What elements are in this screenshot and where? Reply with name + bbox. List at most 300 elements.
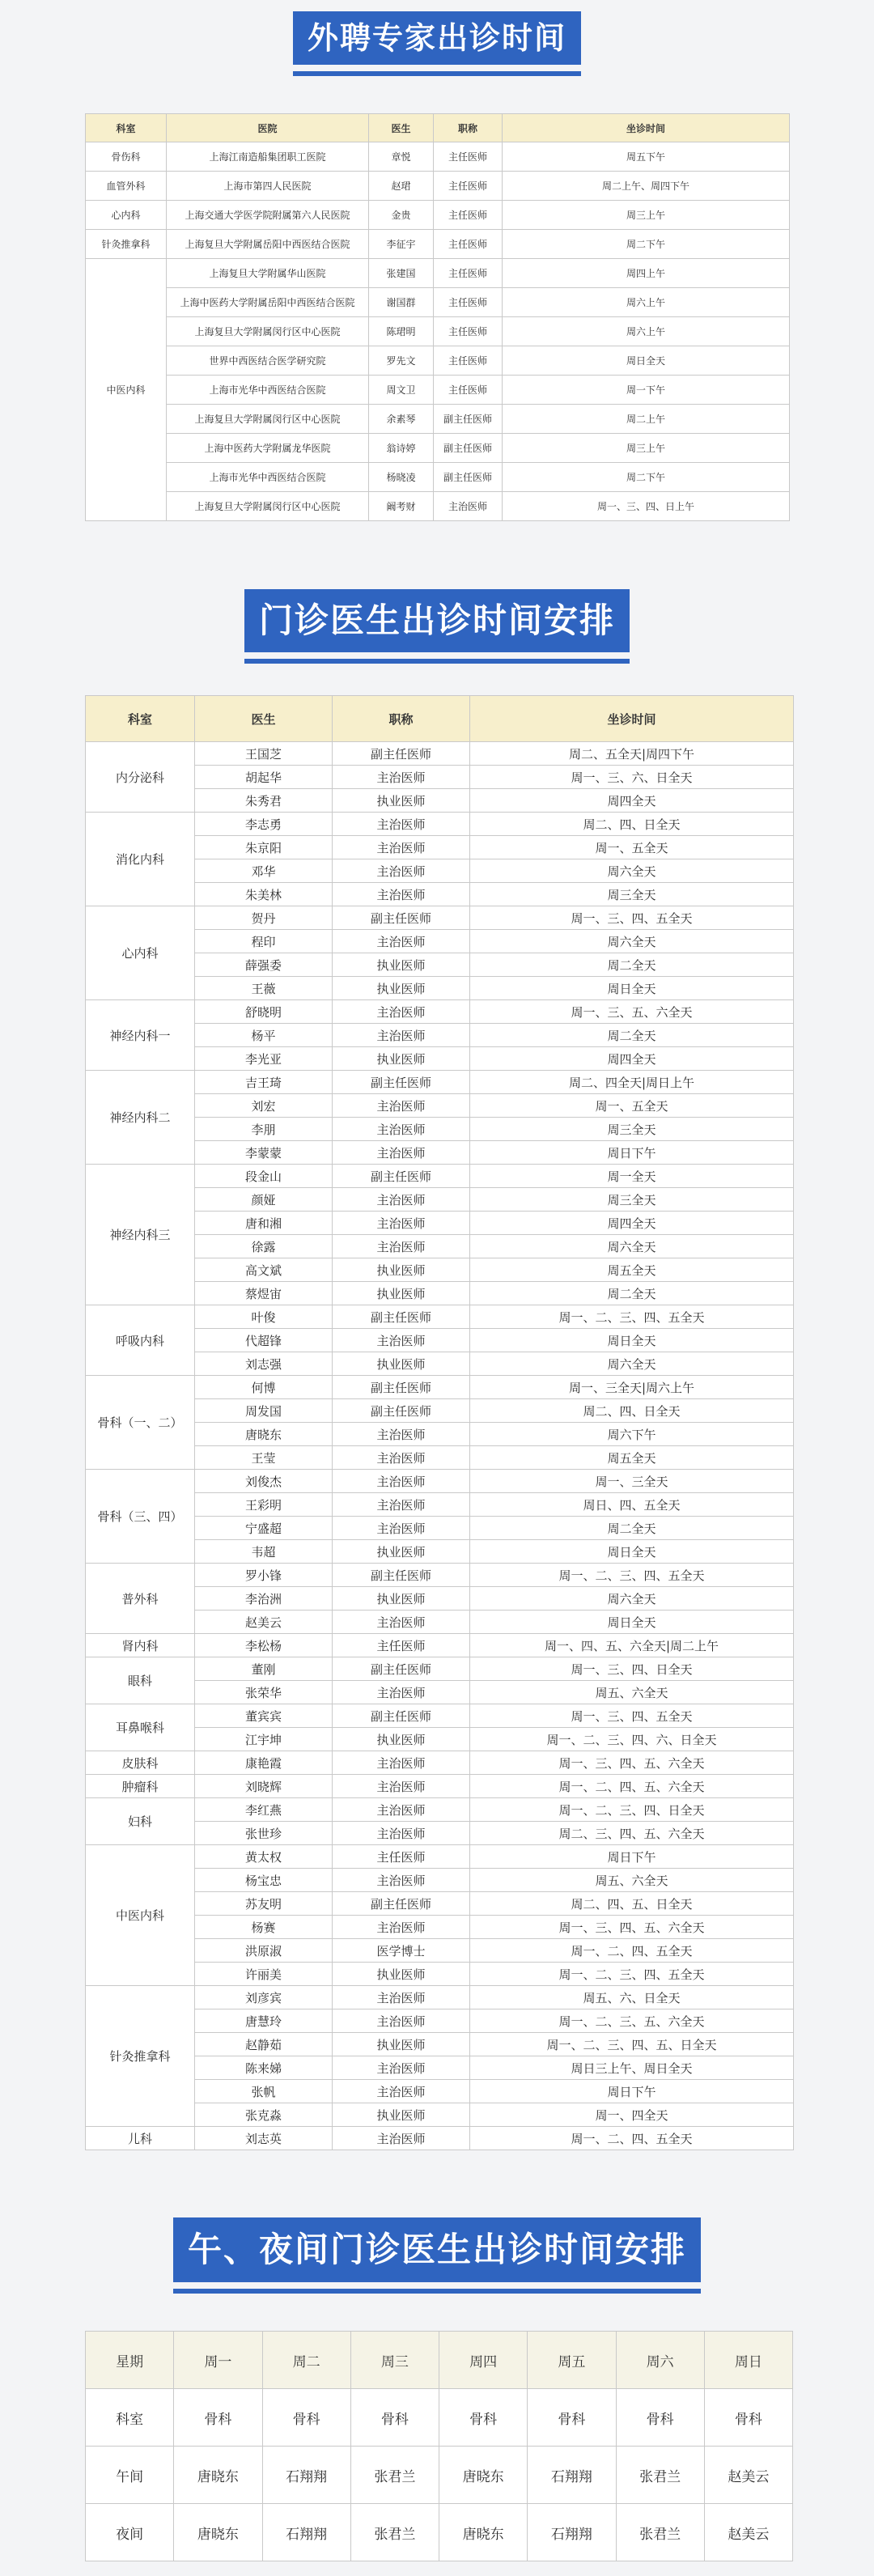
table-row xyxy=(86,1564,794,1587)
dept-cell: 普外科 xyxy=(86,1564,195,1634)
row-label-cell: 午间 xyxy=(86,2447,174,2504)
doctor-cell: 刘晓辉 xyxy=(195,1775,333,1798)
time-cell: 周一、二、三、四、五全天 xyxy=(470,1305,794,1329)
title-cell: 副主任医师 xyxy=(333,1704,470,1728)
doctor-cell: 朱美林 xyxy=(195,883,333,906)
dept-cell: 神经内科三 xyxy=(86,1165,195,1305)
title-cell: 主治医师 xyxy=(333,1916,470,1939)
time-cell: 周四全天 xyxy=(470,1047,794,1071)
title-cell: 副主任医师 xyxy=(333,1657,470,1681)
doctor-cell: 徐露 xyxy=(195,1235,333,1258)
time-cell: 周六上午 xyxy=(503,288,790,317)
title-cell: 主任医师 xyxy=(434,376,503,405)
title-cell: 主任医师 xyxy=(434,142,503,172)
section1-title-banner: 外聘专家出诊时间 xyxy=(293,11,581,65)
column-header: 坐诊时间 xyxy=(503,114,790,142)
title-cell: 主治医师 xyxy=(333,1470,470,1493)
column-header: 周四 xyxy=(439,2332,528,2389)
doctor-cell: 赵珺 xyxy=(369,172,434,201)
doctor-cell: 苏友明 xyxy=(195,1892,333,1916)
title-cell: 副主任医师 xyxy=(434,434,503,463)
title-cell: 主任医师 xyxy=(434,201,503,230)
schedule-cell: 唐晓东 xyxy=(174,2504,262,2561)
doctor-cell: 赵静茹 xyxy=(195,2033,333,2056)
time-cell: 周五、六全天 xyxy=(470,1869,794,1892)
table-row xyxy=(86,906,794,930)
dept-cell: 皮肤科 xyxy=(86,1751,195,1775)
title-cell: 主治医师 xyxy=(333,2127,470,2150)
table-row xyxy=(86,376,790,405)
table-row xyxy=(86,2389,793,2447)
schedule-cell: 骨科 xyxy=(350,2389,439,2447)
time-cell: 周一、三、四、日全天 xyxy=(470,1657,794,1681)
table-row xyxy=(86,1376,794,1399)
title-cell: 副主任医师 xyxy=(333,1071,470,1094)
column-header: 医生 xyxy=(195,696,333,742)
doctor-cell: 周文卫 xyxy=(369,376,434,405)
table-row xyxy=(86,492,790,521)
title-cell: 主治医师 xyxy=(333,2009,470,2033)
column-header: 科室 xyxy=(86,696,195,742)
time-cell: 周一、二、三、五、六全天 xyxy=(470,2009,794,2033)
title-cell: 主治医师 xyxy=(333,1329,470,1352)
title-cell: 执业医师 xyxy=(333,1540,470,1564)
doctor-cell: 金贵 xyxy=(369,201,434,230)
title-cell: 执业医师 xyxy=(333,1258,470,1282)
doctor-cell: 康艳霞 xyxy=(195,1751,333,1775)
dept-cell: 肾内科 xyxy=(86,1634,195,1657)
time-cell: 周三全天 xyxy=(470,1118,794,1141)
doctor-cell: 李志勇 xyxy=(195,813,333,836)
dept-cell: 眼科 xyxy=(86,1657,195,1704)
doctor-cell: 唐和湘 xyxy=(195,1212,333,1235)
doctor-cell: 李光亚 xyxy=(195,1047,333,1071)
table-row xyxy=(86,2504,793,2561)
time-cell: 周二全天 xyxy=(470,953,794,977)
time-cell: 周日全天 xyxy=(470,1329,794,1352)
title-cell: 主治医师 xyxy=(333,1446,470,1470)
doctor-cell: 章悦 xyxy=(369,142,434,172)
doctor-cell: 蔡煜宙 xyxy=(195,1282,333,1305)
table-header-row xyxy=(86,114,790,142)
column-header: 医院 xyxy=(167,114,369,142)
schedule-cell: 唐晓东 xyxy=(439,2447,528,2504)
doctor-cell: 张克淼 xyxy=(195,2103,333,2127)
time-cell: 周六全天 xyxy=(470,1235,794,1258)
column-header: 周二 xyxy=(262,2332,350,2389)
dept-cell: 骨科（三、四） xyxy=(86,1470,195,1564)
hospital-cell: 上海中医药大学附属龙华医院 xyxy=(167,434,369,463)
time-cell: 周日全天 xyxy=(470,977,794,1000)
dept-cell: 儿科 xyxy=(86,2127,195,2150)
hospital-cell: 上海市光华中西医结合医院 xyxy=(167,376,369,405)
title-cell: 主治医师 xyxy=(333,1188,470,1212)
doctor-cell: 余素琴 xyxy=(369,405,434,434)
title-cell: 副主任医师 xyxy=(333,1892,470,1916)
schedule-cell: 石翔翔 xyxy=(528,2504,616,2561)
table-row xyxy=(86,1704,794,1728)
noon-night-schedule-table xyxy=(85,2331,793,2561)
doctor-cell: 刘志英 xyxy=(195,2127,333,2150)
dept-cell: 骨科（一、二） xyxy=(86,1376,195,1470)
time-cell: 周一、五全天 xyxy=(470,836,794,859)
schedule-cell: 唐晓东 xyxy=(439,2504,528,2561)
title-cell: 副主任医师 xyxy=(333,1376,470,1399)
table-row xyxy=(86,434,790,463)
dept-cell: 心内科 xyxy=(86,201,167,230)
dept-cell: 神经内科一 xyxy=(86,1000,195,1071)
dept-cell: 呼吸内科 xyxy=(86,1305,195,1376)
title-cell: 主治医师 xyxy=(333,2056,470,2080)
doctor-cell: 朱秀君 xyxy=(195,789,333,813)
time-cell: 周一、三、四、五全天 xyxy=(470,1704,794,1728)
doctor-cell: 李红燕 xyxy=(195,1798,333,1822)
title-cell: 副主任医师 xyxy=(333,742,470,766)
doctor-cell: 张建国 xyxy=(369,259,434,288)
schedule-cell: 骨科 xyxy=(704,2389,792,2447)
hospital-cell: 上海复旦大学附属闵行区中心医院 xyxy=(167,405,369,434)
title-cell: 主治医师 xyxy=(333,930,470,953)
title-cell: 主治医师 xyxy=(333,766,470,789)
table-row xyxy=(86,259,790,288)
title-cell: 主治医师 xyxy=(333,1681,470,1704)
time-cell: 周日三上午、周日全天 xyxy=(470,2056,794,2080)
title-cell: 主治医师 xyxy=(333,1611,470,1634)
schedule-cell: 赵美云 xyxy=(704,2504,792,2561)
title-cell: 执业医师 xyxy=(333,1282,470,1305)
dept-cell: 肿瘤科 xyxy=(86,1775,195,1798)
schedule-cell: 骨科 xyxy=(616,2389,704,2447)
table-row xyxy=(86,317,790,346)
dept-cell: 消化内科 xyxy=(86,813,195,906)
dept-cell: 神经内科二 xyxy=(86,1071,195,1165)
doctor-cell: 谢国群 xyxy=(369,288,434,317)
column-header: 周一 xyxy=(174,2332,262,2389)
title-cell: 副主任医师 xyxy=(333,1305,470,1329)
time-cell: 周二上午 xyxy=(503,405,790,434)
title-cell: 执业医师 xyxy=(333,1047,470,1071)
table-row xyxy=(86,405,790,434)
column-header: 星期 xyxy=(86,2332,174,2389)
doctor-cell: 王薇 xyxy=(195,977,333,1000)
title-cell: 副主任医师 xyxy=(333,1165,470,1188)
doctor-cell: 杨平 xyxy=(195,1024,333,1047)
table-row xyxy=(86,288,790,317)
time-cell: 周一、二、三、四、五全天 xyxy=(470,1564,794,1587)
doctor-cell: 刘宏 xyxy=(195,1094,333,1118)
table-row xyxy=(86,813,794,836)
dept-cell: 针灸推拿科 xyxy=(86,230,167,259)
time-cell: 周二、四、日全天 xyxy=(470,813,794,836)
title-cell: 主任医师 xyxy=(333,1634,470,1657)
doctor-cell: 舒晓明 xyxy=(195,1000,333,1024)
schedule-cell: 石翔翔 xyxy=(262,2447,350,2504)
table-header-row xyxy=(86,696,794,742)
title-cell: 主治医师 xyxy=(333,1212,470,1235)
time-cell: 周六全天 xyxy=(470,1587,794,1611)
title-cell: 执业医师 xyxy=(333,977,470,1000)
time-cell: 周二、四、五、日全天 xyxy=(470,1892,794,1916)
schedule-cell: 赵美云 xyxy=(704,2447,792,2504)
doctor-cell: 杨晓凌 xyxy=(369,463,434,492)
doctor-cell: 刘彦宾 xyxy=(195,1986,333,2009)
title-cell: 执业医师 xyxy=(333,789,470,813)
time-cell: 周一、三、四、五全天 xyxy=(470,906,794,930)
doctor-cell: 刘志强 xyxy=(195,1352,333,1376)
time-cell: 周五、六、日全天 xyxy=(470,1986,794,2009)
table-row xyxy=(86,1798,794,1822)
time-cell: 周六上午 xyxy=(503,317,790,346)
time-cell: 周一、二、四、五全天 xyxy=(470,2127,794,2150)
schedule-cell: 骨科 xyxy=(528,2389,616,2447)
schedule-cell: 张君兰 xyxy=(616,2504,704,2561)
doctor-cell: 唐慧玲 xyxy=(195,2009,333,2033)
column-header: 周三 xyxy=(350,2332,439,2389)
table-row xyxy=(86,1000,794,1024)
time-cell: 周一、二、三、四、日全天 xyxy=(470,1798,794,1822)
table-row xyxy=(86,1751,794,1775)
table-row xyxy=(86,201,790,230)
doctor-cell: 张帆 xyxy=(195,2080,333,2103)
time-cell: 周日下午 xyxy=(470,1845,794,1869)
title-cell: 主治医师 xyxy=(333,1517,470,1540)
table-row xyxy=(86,2447,793,2504)
hospital-cell: 上海中医药大学附属岳阳中西医结合医院 xyxy=(167,288,369,317)
table-row xyxy=(86,172,790,201)
hospital-cell: 上海复旦大学附属华山医院 xyxy=(167,259,369,288)
doctor-cell: 周发国 xyxy=(195,1399,333,1423)
column-header: 医生 xyxy=(369,114,434,142)
doctor-cell: 张荣华 xyxy=(195,1681,333,1704)
title-cell: 主任医师 xyxy=(434,230,503,259)
doctor-cell: 阚考财 xyxy=(369,492,434,521)
schedule-cell: 骨科 xyxy=(262,2389,350,2447)
time-cell: 周二、四全天|周日上午 xyxy=(470,1071,794,1094)
column-header: 周五 xyxy=(528,2332,616,2389)
time-cell: 周一、三、四、五、六全天 xyxy=(470,1751,794,1775)
dept-cell: 血管外科 xyxy=(86,172,167,201)
column-header: 坐诊时间 xyxy=(470,696,794,742)
doctor-cell: 洪原淑 xyxy=(195,1939,333,1963)
hospital-cell: 上海市光华中西医结合医院 xyxy=(167,463,369,492)
title-cell: 执业医师 xyxy=(333,1587,470,1611)
doctor-cell: 王彩明 xyxy=(195,1493,333,1517)
doctor-cell: 赵美云 xyxy=(195,1611,333,1634)
table-row xyxy=(86,1845,794,1869)
time-cell: 周一、二、三、四、六、日全天 xyxy=(470,1728,794,1751)
external-experts-table xyxy=(85,113,790,521)
time-cell: 周二全天 xyxy=(470,1282,794,1305)
schedule-cell: 石翔翔 xyxy=(528,2447,616,2504)
time-cell: 周一、二、四、五、六全天 xyxy=(470,1775,794,1798)
time-cell: 周六全天 xyxy=(470,859,794,883)
time-cell: 周四上午 xyxy=(503,259,790,288)
time-cell: 周日全天 xyxy=(470,1540,794,1564)
doctor-cell: 李蒙蒙 xyxy=(195,1141,333,1165)
time-cell: 周二、三、四、五、六全天 xyxy=(470,1822,794,1845)
doctor-cell: 王莹 xyxy=(195,1446,333,1470)
schedule-cell: 唐晓东 xyxy=(174,2447,262,2504)
time-cell: 周二、五全天|周四下午 xyxy=(470,742,794,766)
title-cell: 主治医师 xyxy=(333,1775,470,1798)
dept-cell: 妇科 xyxy=(86,1798,195,1845)
time-cell: 周五全天 xyxy=(470,1446,794,1470)
doctor-cell: 罗先文 xyxy=(369,346,434,376)
time-cell: 周三上午 xyxy=(503,434,790,463)
title-cell: 主治医师 xyxy=(333,1235,470,1258)
table-row xyxy=(86,2127,794,2150)
doctor-cell: 韦超 xyxy=(195,1540,333,1564)
doctor-cell: 翁诗婷 xyxy=(369,434,434,463)
title-cell: 主治医师 xyxy=(333,1798,470,1822)
hospital-cell: 世界中西医结合医学研究院 xyxy=(167,346,369,376)
time-cell: 周日下午 xyxy=(470,2080,794,2103)
table-row xyxy=(86,1634,794,1657)
column-header: 周六 xyxy=(616,2332,704,2389)
title-cell: 副主任医师 xyxy=(434,463,503,492)
hospital-cell: 上海江南造船集团职工医院 xyxy=(167,142,369,172)
title-cell: 主任医师 xyxy=(434,317,503,346)
schedule-cell: 石翔翔 xyxy=(262,2504,350,2561)
doctor-cell: 朱京阳 xyxy=(195,836,333,859)
title-cell: 主治医师 xyxy=(333,1094,470,1118)
time-cell: 周三全天 xyxy=(470,883,794,906)
time-cell: 周一、二、四、五全天 xyxy=(470,1939,794,1963)
row-label-cell: 夜间 xyxy=(86,2504,174,2561)
time-cell: 周一、二、三、四、五全天 xyxy=(470,1963,794,1986)
doctor-cell: 何博 xyxy=(195,1376,333,1399)
doctor-cell: 胡起华 xyxy=(195,766,333,789)
title-cell: 主任医师 xyxy=(434,172,503,201)
title-cell: 主治医师 xyxy=(333,813,470,836)
title-cell: 执业医师 xyxy=(333,1352,470,1376)
title-cell: 主治医师 xyxy=(434,492,503,521)
section3-title-banner: 午、夜间门诊医生出诊时间安排 xyxy=(173,2217,701,2282)
title-cell: 主治医师 xyxy=(333,2080,470,2103)
schedule-cell: 张君兰 xyxy=(350,2447,439,2504)
dept-cell: 针灸推拿科 xyxy=(86,1986,195,2127)
dept-cell: 中医内科 xyxy=(86,1845,195,1986)
hospital-cell: 上海复旦大学附属岳阳中西医结合医院 xyxy=(167,230,369,259)
table-row xyxy=(86,142,790,172)
hospital-cell: 上海市第四人民医院 xyxy=(167,172,369,201)
column-header: 职称 xyxy=(434,114,503,142)
section2-title-banner: 门诊医生出诊时间安排 xyxy=(244,589,630,652)
doctor-cell: 贺丹 xyxy=(195,906,333,930)
doctor-cell: 张世珍 xyxy=(195,1822,333,1845)
doctor-cell: 段金山 xyxy=(195,1165,333,1188)
doctor-cell: 宁盛超 xyxy=(195,1517,333,1540)
time-cell: 周一、五全天 xyxy=(470,1094,794,1118)
time-cell: 周二全天 xyxy=(470,1517,794,1540)
time-cell: 周六全天 xyxy=(470,930,794,953)
doctor-cell: 董刚 xyxy=(195,1657,333,1681)
hospital-cell: 上海交通大学医学院附属第六人民医院 xyxy=(167,201,369,230)
schedule-cell: 骨科 xyxy=(174,2389,262,2447)
time-cell: 周一、四、五、六全天|周二上午 xyxy=(470,1634,794,1657)
time-cell: 周五、六全天 xyxy=(470,1681,794,1704)
hospital-cell: 上海复旦大学附属闵行区中心医院 xyxy=(167,492,369,521)
dept-cell: 骨伤科 xyxy=(86,142,167,172)
hospital-cell: 上海复旦大学附属闵行区中心医院 xyxy=(167,317,369,346)
doctor-cell: 杨赛 xyxy=(195,1916,333,1939)
time-cell: 周五全天 xyxy=(470,1258,794,1282)
doctor-cell: 李朋 xyxy=(195,1118,333,1141)
time-cell: 周六下午 xyxy=(470,1423,794,1446)
schedule-cell: 骨科 xyxy=(439,2389,528,2447)
doctor-cell: 杨宝忠 xyxy=(195,1869,333,1892)
title-cell: 副主任医师 xyxy=(333,1399,470,1423)
title-cell: 主治医师 xyxy=(333,883,470,906)
time-cell: 周五下午 xyxy=(503,142,790,172)
title-cell: 副主任医师 xyxy=(434,405,503,434)
title-cell: 主治医师 xyxy=(333,1423,470,1446)
doctor-cell: 陈来娣 xyxy=(195,2056,333,2080)
title-cell: 主治医师 xyxy=(333,1822,470,1845)
doctor-cell: 吉王琦 xyxy=(195,1071,333,1094)
doctor-cell: 黄太权 xyxy=(195,1845,333,1869)
time-cell: 周一、三、四、五、六全天 xyxy=(470,1916,794,1939)
dept-cell: 中医内科 xyxy=(86,259,167,521)
title-cell: 副主任医师 xyxy=(333,906,470,930)
title-cell: 医学博士 xyxy=(333,1939,470,1963)
row-label-cell: 科室 xyxy=(86,2389,174,2447)
table-row xyxy=(86,1986,794,2009)
title-cell: 主治医师 xyxy=(333,836,470,859)
time-cell: 周二、四、日全天 xyxy=(470,1399,794,1423)
time-cell: 周一、二、三、四、五、日全天 xyxy=(470,2033,794,2056)
column-header: 周日 xyxy=(704,2332,792,2389)
doctor-cell: 刘俊杰 xyxy=(195,1470,333,1493)
table-header-row xyxy=(86,2332,793,2389)
time-cell: 周日、四、五全天 xyxy=(470,1493,794,1517)
table-row xyxy=(86,1657,794,1681)
title-cell: 副主任医师 xyxy=(333,1564,470,1587)
title-cell: 主任医师 xyxy=(333,1845,470,1869)
title-cell: 执业医师 xyxy=(333,2033,470,2056)
doctor-cell: 许丽美 xyxy=(195,1963,333,1986)
time-cell: 周一、三、五、六全天 xyxy=(470,1000,794,1024)
table-row xyxy=(86,1470,794,1493)
doctor-cell: 高文斌 xyxy=(195,1258,333,1282)
title-cell: 主治医师 xyxy=(333,1141,470,1165)
doctor-cell: 董宾宾 xyxy=(195,1704,333,1728)
time-cell: 周四全天 xyxy=(470,789,794,813)
title-cell: 执业医师 xyxy=(333,2103,470,2127)
time-cell: 周一、三全天 xyxy=(470,1470,794,1493)
time-cell: 周二下午 xyxy=(503,463,790,492)
doctor-cell: 陈珺明 xyxy=(369,317,434,346)
table-row xyxy=(86,230,790,259)
title-cell: 主治医师 xyxy=(333,1118,470,1141)
time-cell: 周二全天 xyxy=(470,1024,794,1047)
title-cell: 执业医师 xyxy=(333,1728,470,1751)
table-row xyxy=(86,1071,794,1094)
doctor-cell: 李松杨 xyxy=(195,1634,333,1657)
dept-cell: 心内科 xyxy=(86,906,195,1000)
table-row xyxy=(86,346,790,376)
outpatient-schedule-table xyxy=(85,695,794,2150)
title-cell: 主治医师 xyxy=(333,859,470,883)
title-cell: 主治医师 xyxy=(333,1986,470,2009)
time-cell: 周日全天 xyxy=(503,346,790,376)
doctor-cell: 薛强委 xyxy=(195,953,333,977)
title-cell: 主治医师 xyxy=(333,1869,470,1892)
title-cell: 主任医师 xyxy=(434,259,503,288)
doctor-cell: 唐晓东 xyxy=(195,1423,333,1446)
doctor-cell: 王国芝 xyxy=(195,742,333,766)
time-cell: 周一全天 xyxy=(470,1165,794,1188)
